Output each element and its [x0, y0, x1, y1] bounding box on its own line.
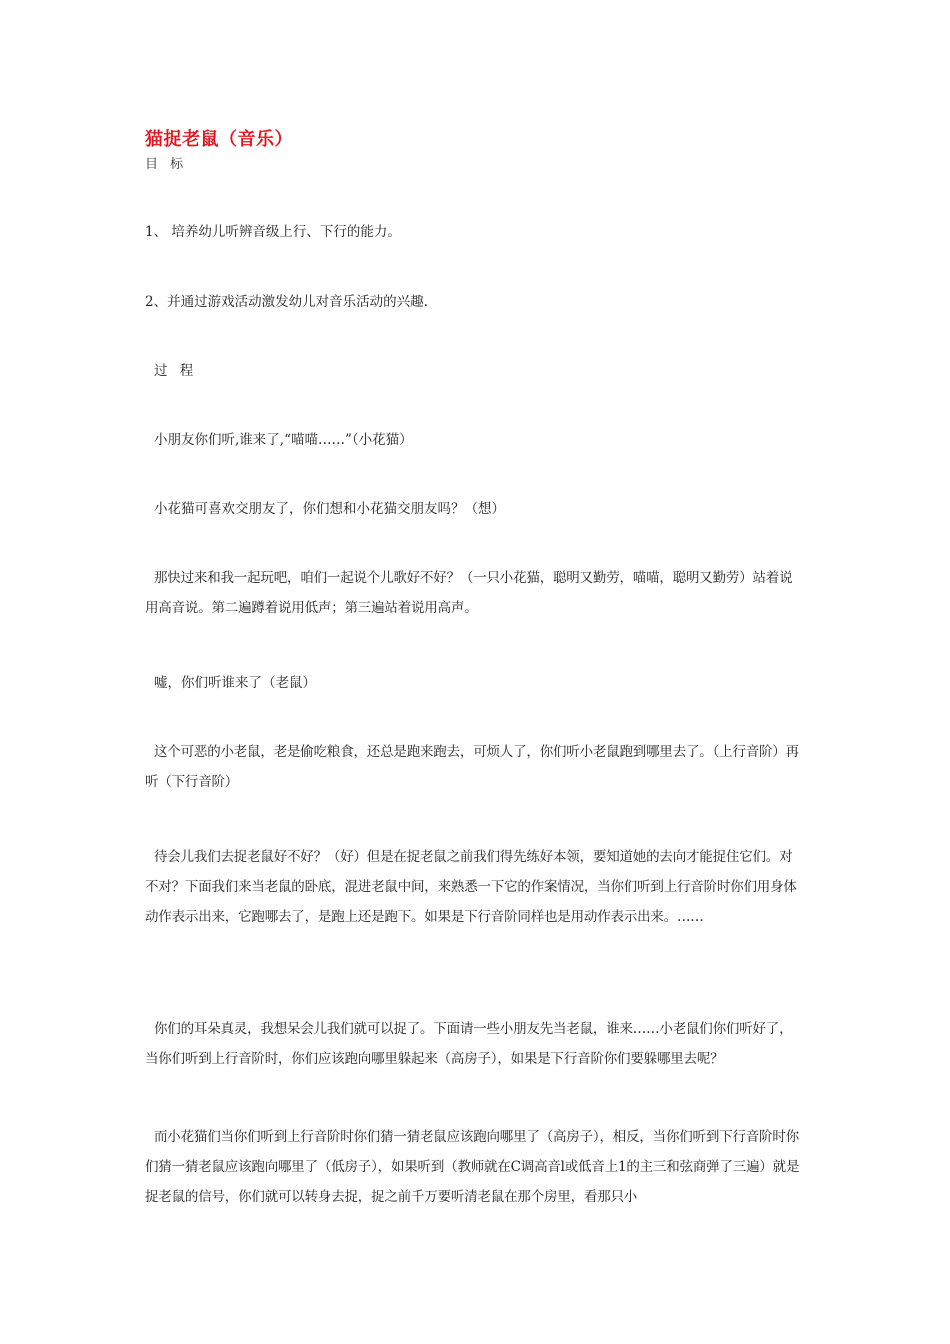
- process-paragraph-3: 那快过来和我一起玩吧，咱们一起说个儿歌好不好？（一只小花猫，聪明又勤劳，喵喵，聪明又勤劳）站着说用高音说。第二遍蹲着说用低声；第三遍站着说用高声。: [145, 570, 793, 616]
- goal-heading: 目 标: [145, 157, 188, 172]
- process-paragraph-2: 小花猫可喜欢交朋友了，你们想和小花猫交朋友吗？（想）: [154, 501, 505, 517]
- process-heading: 过 程: [154, 363, 198, 379]
- process-paragraph-4: 嘘，你们听谁来了（老鼠）: [154, 675, 316, 691]
- process-paragraph-8: 而小花猫们当你们听到上行音阶时你们猜一猜老鼠应该跑向哪里了（高房子），相反，当你们听到下行音阶时你们猜一猜老鼠应该跑向哪里了（低房子），如果听到（教师就在C调高音l或低音上1的主三和弦商弹了三遍）就是捉老鼠的信号，你们就可以转身去捉，捉之前千万要听清老鼠在那个房里，看那只小: [145, 1129, 800, 1205]
- document-title: 猫捉老鼠（音乐）: [145, 129, 293, 150]
- goal-item-2: 2、并通过游戏活动激发幼儿对音乐活动的兴趣.: [145, 294, 428, 310]
- process-paragraph-5: 这个可恶的小老鼠，老是偷吃粮食，还总是跑来跑去，可烦人了，你们听小老鼠跑到哪里去了。（上行音阶）再听（下行音阶）: [145, 744, 799, 790]
- process-paragraph-7: 你们的耳朵真灵，我想呆会儿我们就可以捉了。下面请一些小朋友先当老鼠，谁来……小老鼠们你们听好了，当你们听到上行音阶时，你们应该跑向哪里躲起来（高房子），如果是下行音阶你们要躲哪里去呢？: [145, 1021, 793, 1067]
- process-paragraph-1: 小朋友你们听,谁来了,“喵喵……”（小花猫）: [154, 432, 413, 448]
- goal-item-1: 1、 培养幼儿听辨音级上行、下行的能力。: [145, 224, 401, 240]
- process-paragraph-6: 待会儿我们去捉老鼠好不好？（好）但是在捉老鼠之前我们得先练好本领，要知道她的去向才能捉住它们。对不对？下面我们来当老鼠的卧底，混进老鼠中间，来熟悉一下它的作案情况，当你们听到上行音阶时你们用身体动作表示出来，它跑哪去了，是跑上还是跑下。如果是下行音阶同样也是用动作表示出来。……: [145, 849, 797, 925]
